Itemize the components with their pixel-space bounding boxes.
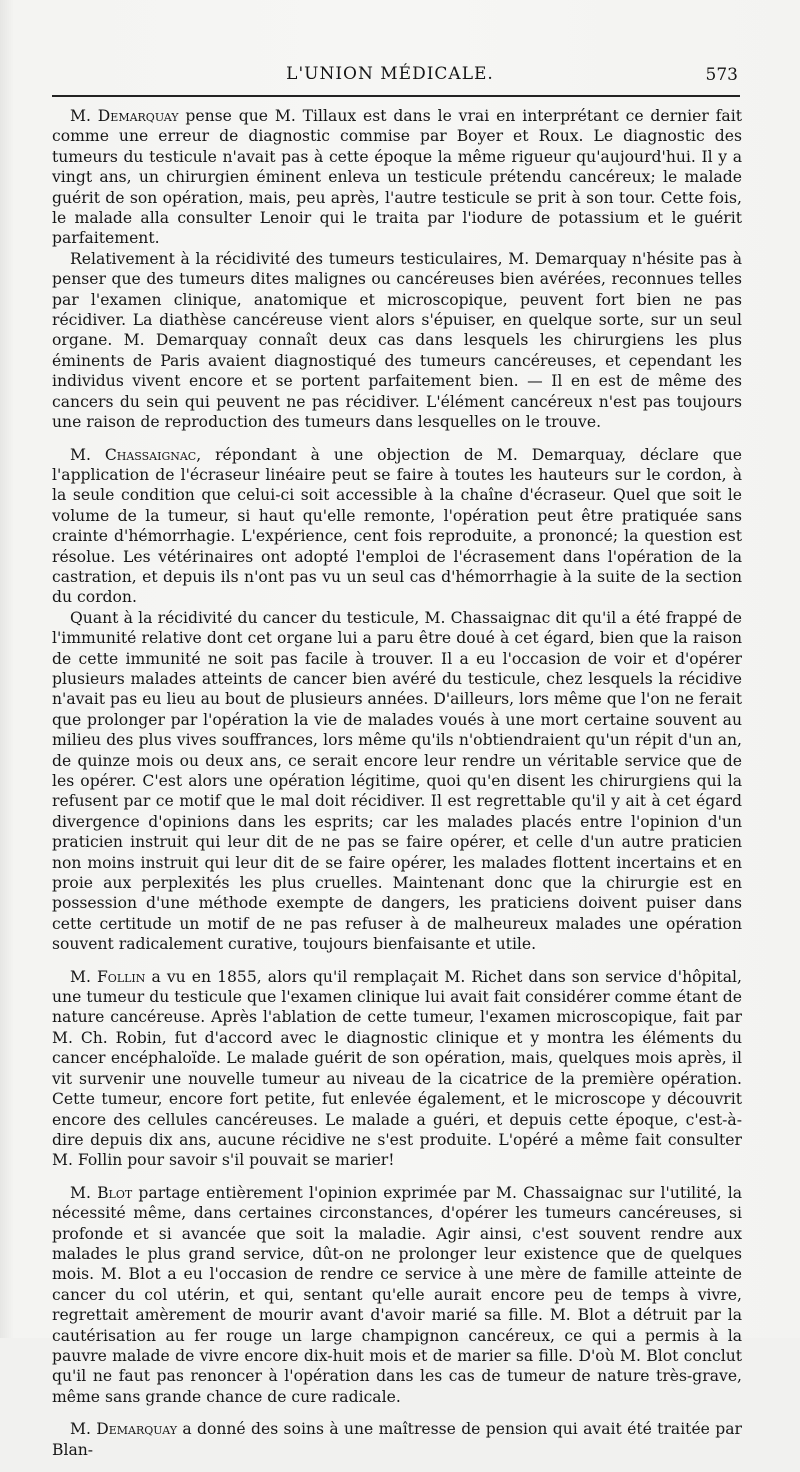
speaker-name: M. Demarquay [70,107,179,125]
paragraph-follin [52,967,742,1171]
paragraph-demarquay-2 [52,249,742,433]
speaker-name: M. Follin [70,967,146,986]
paragraph-chassaignac-1 [52,445,742,608]
paragraph-text: pense que M. Tillaux est dans le vrai en interprétant ce dernier fait comme une erreur de diagnostic commise par Boyer et Roux. Le diagnostic des tumeurs du testicule n'avait pas à cette époque la même rigueur qu'aujourd'hui. Il y a vingt ans, un chirurgien éminent enleva un testicule prétendu cancéreux; le malade guérit de son opération, mais, peu après, l'autre testicule se prit à son tour. Cette fois, le malade alla consulter Lenoir qui le traita par l'iodure de potassium et le guérit parfaitement. [52,107,742,248]
page-number: 573 [705,65,738,85]
paragraph-text: a vu en 1855, alors qu'il remplaçait M. Richet dans son service d'hôpital, une tumeur du testicule que l'examen clinique lui avait fait considérer comme étant de nature cancéreuse. Après l'ablation de cette tumeur, l'examen microscopique, fait par M. Ch. Robin, fut d'accord avec le diagnostic clinique et y montra les éléments du cancer encéphaloïde. Le malade guérit de son opération, mais, quelques mois après, il vit survenir une nouvelle tumeur au niveau de la cicatrice de la première opération. Cette tumeur, encore fort petite, fut enlevée également, et le microscope y découvrit encore des cellules cancéreuses. Le malade a guéri, et depuis cette époque, c'est-à-dire depuis dix ans, aucune récidive ne s'est produite. L'opéré a même fait consulter M. Follin pour savoir s'il pouvait se marier! [52,967,742,1170]
paragraph-text: , répondant à une objection de M. Demarquay, déclare que l'application de l'écraseur linéaire peut se faire à toutes les hauteurs sur le cordon, à la seule condition que celui-ci soit accessible à la chaîne d'écraseur. Quel que soit le volume de la tumeur, si haut qu'elle remonte, l'opération peut être pratiquée sans crainte d'hémorrhagie. L'expérience, cent fois reproduite, a prononcé; la question est résolue. Les vétérinaires ont adopté l'emploi de l'écrasement dans l'opération de la castration, et depuis ils n'ont pas vu un seul cas d'hémorrhagie à la suite de la section du cordon. [52,445,742,607]
paragraph-text: Quant à la récidivité du cancer du testicule, M. Chassaignac dit qu'il a été frappé de l'immunité relative dont cet organe lui a paru être doué à cet égard, bien que la raison de cette immunité ne soit pas facile à trouver. Il a eu l'occasion de voir et d'opérer plusieurs malades atteints de cancer bien avéré du testicule, chez lesquels la récidive n'avait pas eu lieu au bout de plusieurs années. D'ailleurs, lors même que l'on ne ferait que prolonger par l'opération la vie de malades voués à une mort certaine souvent au milieu des plus vives souffrances, lors même qu'ils n'obtiendraient qu'un répit d'un an, de quinze mois ou deux ans, ce serait encore leur rendre un véritable service que de les opérer. C'est alors une opération légitime, quoi qu'en disent les chirurgiens qui la refusent par ce motif que le mal doit récidiver. Il est regrettable qu'il y ait à cet égard divergence d'opinions dans les esprits; car les malades placés entre l'opinion d'un praticien instruit qui leur dit de ne pas se faire opérer, et celle d'un autre praticien non moins instruit qui leur dit de se faire opérer, les malades flottent incertains et en proie aux perplexités les plus cruelles. Maintenant donc que la chirurgie est en possession d'une méthode exempte de dangers, les praticiens doivent puiser dans cette certitude un motif de ne pas refuser à de malheureux malades une opération souvent radicalement curative, toujours bienfaisante et utile. [52,608,742,954]
paragraph-blot [52,1183,742,1407]
paragraph-text: Relativement à la récidivité des tumeurs testiculaires, M. Demarquay n'hésite pas à penser que des tumeurs dites malignes ou cancéreuses bien avérées, reconnues telles par l'examen clinique, anatomique et microscopique, peuvent fort bien ne pas récidiver. La diathèse cancéreuse vient alors s'épuiser, en quelque sorte, sur un seul organe. M. Demarquay connaît deux cas dans lesquels les chirurgiens les plus éminents de Paris avaient diagnostiqué des tumeurs cancéreuses, et cependant les individus vivent encore et se portent parfaitement bien. — Il en est de même des cancers du sein qui peuvent ne pas récidiver. L'élément cancéreux n'est pas toujours une raison de reproduction des tumeurs dans lesquelles on le trouve. [52,249,742,432]
speaker-name: M. Blot [70,1183,133,1202]
paragraph-text: a donné des soins à une maîtresse de pension qui avait été traitée par Blan- [52,1420,742,1459]
paragraph-text: partage entièrement l'opinion exprimée par M. Chassaignac sur l'utilité, la nécessité même, dans certaines circonstances, d'opérer les tumeurs cancéreuses, si profonde et si avancée que soit la maladie. Agir ainsi, c'est souvent rendre aux malades le plus grand service, dût-on ne prolonger leur existence que de quelques mois. M. Blot a eu l'occasion de rendre ce service à une mère de famille atteinte de cancer du col utérin, et qui, sentant qu'elle aurait encore peu de temps à vivre, regrettait amèrement de mourir avant d'avoir marié sa fille. M. Blot a détruit par la cautérisation au fer rouge un large champignon cancéreux, ce qui a permis à la pauvre malade de vivre encore dix-huit mois et de marier sa fille. D'où M. Blot conclut qu'il ne faut pas renoncer à l'opération dans les cas de tumeur de nature très-grave, même sans grande chance de cure radicale. [52,1183,743,1406]
speaker-name: M. Chassaignac [70,445,197,464]
header-rule [52,95,740,97]
paragraph-chassaignac-2 [52,608,742,955]
page-header [40,60,740,90]
paragraph-demarquay-3 [52,1419,742,1460]
running-title: L'UNION MÉDICALE. [286,64,494,84]
paragraph-demarquay-1 [52,106,742,249]
article-body [52,106,742,1472]
speaker-name: M. Demarquay [70,1420,177,1439]
